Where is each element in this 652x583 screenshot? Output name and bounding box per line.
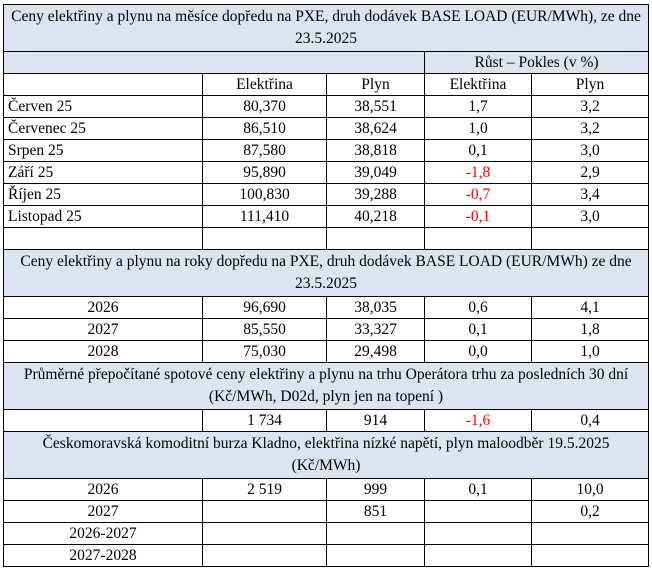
- table-row: [4, 501, 649, 523]
- column-header-electricity: Elektřina: [203, 74, 327, 96]
- gas-change: 10,0: [532, 479, 649, 501]
- column-header-label: [4, 74, 203, 96]
- section2-title-row: [4, 250, 649, 297]
- electricity-value: 1 734: [203, 410, 327, 432]
- electricity-change: [425, 545, 532, 567]
- table-row: [4, 410, 649, 432]
- electricity-change: 0,1: [425, 479, 532, 501]
- row-label: Červen 25: [4, 96, 203, 118]
- electricity-value: [203, 501, 327, 523]
- gas-value: 38,818: [327, 140, 425, 162]
- electricity-change: 0,1: [425, 140, 532, 162]
- electricity-change: -1,8: [425, 162, 532, 184]
- section4-title-row: [4, 432, 649, 479]
- electricity-change: 1,7: [425, 96, 532, 118]
- section3-title: Průměrné přepočítané spotové ceny elektřiny a plynu na trhu Operátora trhu za posledních 30 dní (Kč/MWh, D02d, plyn jen na topení ): [4, 363, 649, 410]
- electricity-value: 75,030: [203, 341, 327, 363]
- spacer-row: [4, 228, 649, 250]
- gas-value: 851: [327, 501, 425, 523]
- gas-value: 39,288: [327, 184, 425, 206]
- change-header: Růst – Pokles (v %): [425, 52, 649, 74]
- gas-value: 999: [327, 479, 425, 501]
- electricity-value: 80,370: [203, 96, 327, 118]
- row-label: Listopad 25: [4, 206, 203, 228]
- electricity-change: 1,0: [425, 118, 532, 140]
- row-label: 2026-2027: [4, 523, 203, 545]
- gas-change: 3,0: [532, 140, 649, 162]
- table-row: [4, 479, 649, 501]
- change-header-spacer: [4, 52, 425, 74]
- section3-title-row: [4, 363, 649, 410]
- row-label: 2026: [4, 479, 203, 501]
- electricity-value: 96,690: [203, 297, 327, 319]
- row-label: 2027: [4, 501, 203, 523]
- change-header-row: [4, 52, 649, 74]
- gas-value: [327, 523, 425, 545]
- electricity-value: 86,510: [203, 118, 327, 140]
- gas-value: [327, 545, 425, 567]
- table-row: [4, 341, 649, 363]
- table-row: [4, 319, 649, 341]
- row-label: [4, 410, 203, 432]
- gas-change: 2,9: [532, 162, 649, 184]
- gas-change: 3,2: [532, 118, 649, 140]
- row-label: Červenec 25: [4, 118, 203, 140]
- section1-title-row: [4, 5, 649, 52]
- table-row: [4, 297, 649, 319]
- gas-value: 38,035: [327, 297, 425, 319]
- electricity-value: 85,550: [203, 319, 327, 341]
- section2-title: Ceny elektřiny a plynu na roky dopředu na PXE, druh dodávek BASE LOAD (EUR/MWh) ze dne 23.5.2025: [4, 250, 649, 297]
- electricity-change: -1,6: [425, 410, 532, 432]
- column-header-change-gas: Plyn: [532, 74, 649, 96]
- column-header-gas: Plyn: [327, 74, 425, 96]
- table-row: [4, 140, 649, 162]
- table-row: [4, 118, 649, 140]
- electricity-value: 111,410: [203, 206, 327, 228]
- electricity-change: [425, 523, 532, 545]
- section1-title: Ceny elektřiny a plynu na měsíce dopředu na PXE, druh dodávek BASE LOAD (EUR/MWh), ze dne 23.5.2025: [4, 5, 649, 52]
- row-label: 2028: [4, 341, 203, 363]
- row-label: Srpen 25: [4, 140, 203, 162]
- gas-change: 3,0: [532, 206, 649, 228]
- electricity-value: 2 519: [203, 479, 327, 501]
- table-row: [4, 96, 649, 118]
- electricity-value: 87,580: [203, 140, 327, 162]
- gas-value: 38,624: [327, 118, 425, 140]
- row-label: Září 25: [4, 162, 203, 184]
- price-table: [3, 4, 649, 567]
- gas-value: 914: [327, 410, 425, 432]
- gas-change: [532, 545, 649, 567]
- electricity-value: 95,890: [203, 162, 327, 184]
- row-label: 2027: [4, 319, 203, 341]
- electricity-change: -0,1: [425, 206, 532, 228]
- column-header-change-electricity: Elektřina: [425, 74, 532, 96]
- electricity-change: -0,7: [425, 184, 532, 206]
- gas-value: 39,049: [327, 162, 425, 184]
- gas-change: 3,4: [532, 184, 649, 206]
- gas-value: 38,551: [327, 96, 425, 118]
- row-label: 2027-2028: [4, 545, 203, 567]
- row-label: Říjen 25: [4, 184, 203, 206]
- electricity-change: 0,1: [425, 319, 532, 341]
- gas-change: 3,2: [532, 96, 649, 118]
- gas-change: [532, 523, 649, 545]
- gas-change: 0,2: [532, 501, 649, 523]
- electricity-value: [203, 545, 327, 567]
- gas-change: 1,8: [532, 319, 649, 341]
- electricity-value: [203, 523, 327, 545]
- gas-change: 4,1: [532, 297, 649, 319]
- gas-change: 1,0: [532, 341, 649, 363]
- row-label: 2026: [4, 297, 203, 319]
- electricity-change: 0,6: [425, 297, 532, 319]
- gas-value: 40,218: [327, 206, 425, 228]
- gas-value: 33,327: [327, 319, 425, 341]
- gas-value: 29,498: [327, 341, 425, 363]
- column-header-row: [4, 74, 649, 96]
- electricity-value: 100,830: [203, 184, 327, 206]
- section4-title: Českomoravská komoditní burza Kladno, elektřina nízké napětí, plyn maloodběr 19.5.2025 (Kč/MWh): [4, 432, 649, 479]
- table-row: [4, 545, 649, 567]
- electricity-change: 0,0: [425, 341, 532, 363]
- table-row: [4, 184, 649, 206]
- electricity-change: [425, 501, 532, 523]
- table-row: [4, 162, 649, 184]
- table-row: [4, 206, 649, 228]
- table-row: [4, 523, 649, 545]
- gas-change: 0,4: [532, 410, 649, 432]
